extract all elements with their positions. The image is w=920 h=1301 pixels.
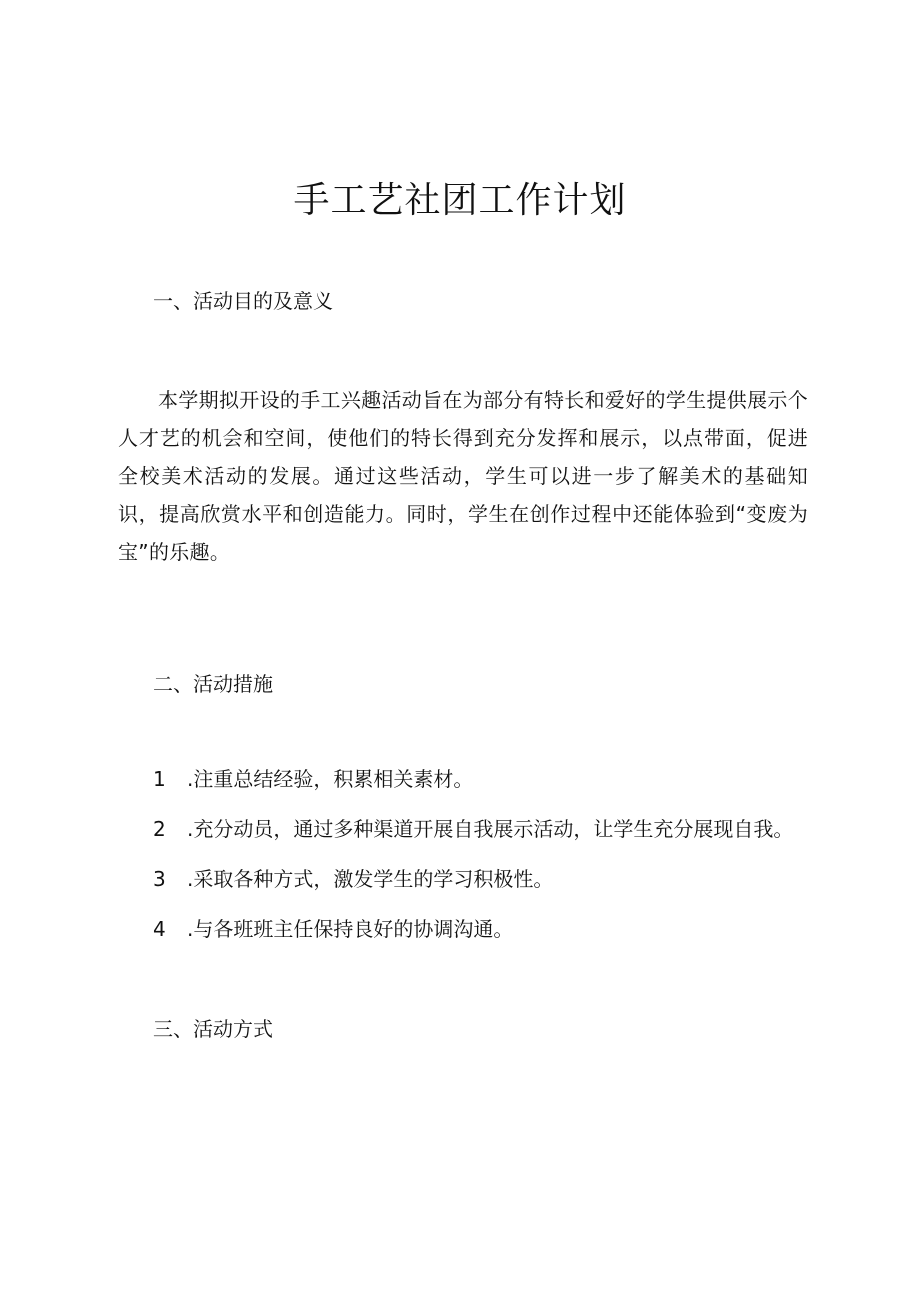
list-item-number: 4 — [153, 917, 166, 941]
list-item-text: .充分动员，通过多种渠道开展自我展示活动，让学生充分展现自我。 — [187, 817, 794, 841]
list-item-text: .采取各种方式，激发学生的学习积极性。 — [187, 867, 554, 891]
section-paragraph-purpose: 本学期拟开设的手工兴趣活动旨在为部分有特长和爱好的学生提供展示个人才艺的机会和空间，使他们的特长得到充分发挥和展示，以点带面，促进全校美术活动的发展。通过这些活动，学生可以进一步了解美术的基础知识，提高欣赏水平和创造能力。同时，学生在创作过程中还能体验到“变废为宝”的乐趣。 — [118, 388, 808, 564]
list-item — [153, 865, 833, 893]
list-item — [153, 815, 833, 843]
list-item-number: 3 — [153, 867, 166, 891]
list-item — [153, 915, 833, 943]
list-item-text: .注重总结经验，积累相关素材。 — [187, 767, 474, 791]
section-heading-purpose: 一、活动目的及意义 — [153, 289, 333, 313]
list-item-number: 1 — [153, 767, 166, 791]
section-heading-measures: 二、活动措施 — [153, 672, 273, 696]
list-item — [153, 765, 833, 793]
document-title: 手工艺社团工作计划 — [293, 180, 627, 221]
section-heading-methods: 三、活动方式 — [153, 1017, 273, 1041]
list-item-number: 2 — [153, 817, 166, 841]
measures-list — [153, 765, 833, 965]
list-item-text: .与各班班主任保持良好的协调沟通。 — [187, 917, 514, 941]
